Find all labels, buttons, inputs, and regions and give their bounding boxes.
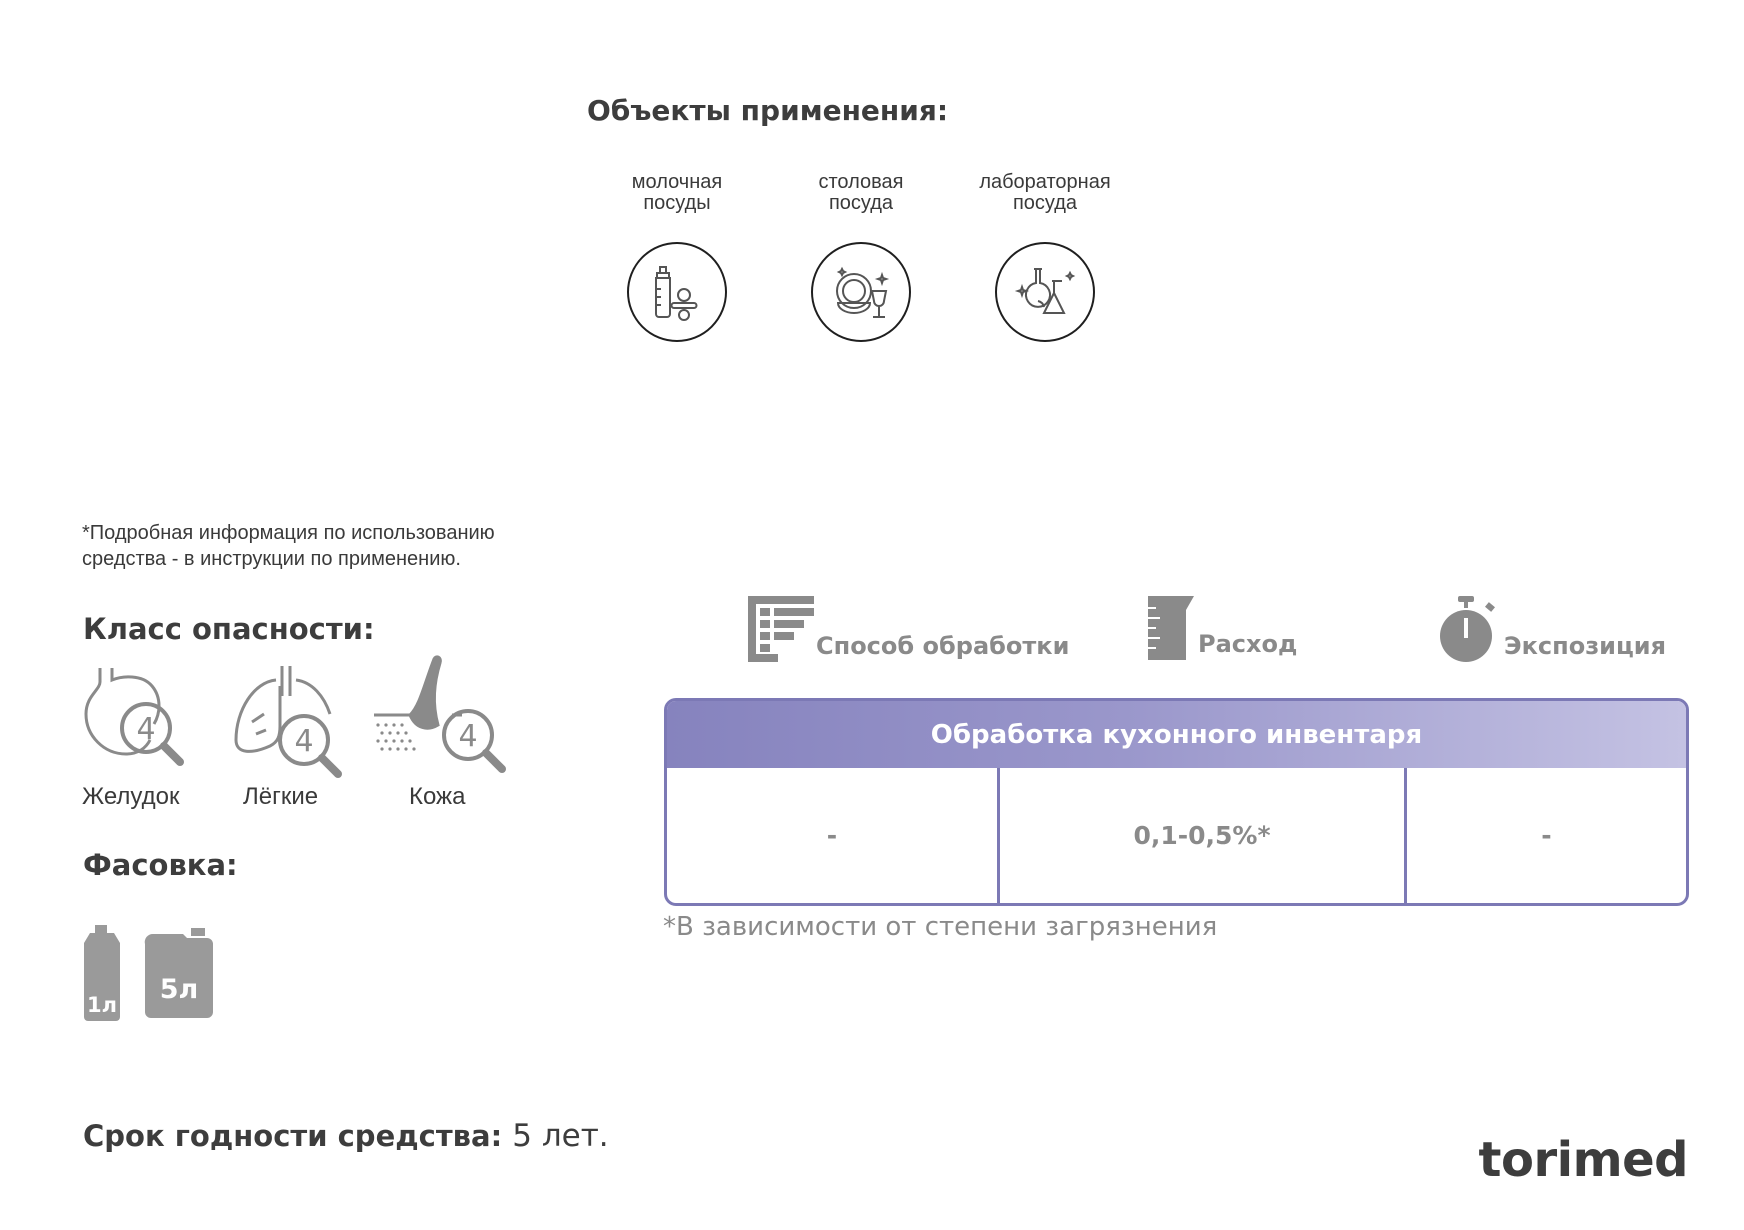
brand-logo: torimed: [1478, 1132, 1688, 1188]
baby-bottle-icon: [627, 242, 727, 342]
cell-method: -: [667, 768, 1000, 903]
svg-text:1л: 1л: [87, 993, 117, 1017]
table-header: Обработка кухонного инвентаря: [667, 701, 1686, 768]
column-label: Способ обработки: [816, 632, 1070, 660]
skin-icon: [372, 655, 512, 780]
hazard-label: Кожа: [409, 783, 466, 810]
tableware-icon: [811, 242, 911, 342]
svg-text:4: 4: [136, 712, 156, 747]
hazard-title: Класс опасности:: [83, 612, 375, 646]
table-footnote: *В зависимости от степени загрязнения: [663, 912, 1218, 942]
svg-text:5л: 5л: [159, 974, 199, 1005]
hazard-label: Желудок: [82, 783, 180, 810]
lungs-icon: [232, 662, 352, 782]
lab-flask-icon: [995, 242, 1095, 342]
column-method: [748, 596, 1069, 662]
object-milk-dishes: [582, 172, 772, 342]
hazard-label: Лёгкие: [243, 783, 319, 810]
object-label: молочная посуды: [631, 171, 723, 214]
column-exposure: [1440, 596, 1666, 662]
hazard-lungs: [232, 662, 352, 787]
usage-note: *Подробная информация по использованию средства - в инструкции по применению.: [82, 522, 495, 570]
column-label: Расход: [1198, 630, 1298, 658]
stopwatch-icon: [1440, 596, 1502, 662]
application-title: Объекты применения:: [587, 94, 949, 127]
hazard-skin: [372, 655, 512, 785]
cell-consumption: 0,1-0,5%*: [1000, 768, 1407, 903]
bottle-icon: [82, 925, 122, 1026]
stomach-icon: [82, 662, 192, 772]
column-label: Экспозиция: [1504, 632, 1666, 660]
shelf-life: [83, 1118, 609, 1154]
object-label: лабораторная посуда: [979, 171, 1111, 214]
shelf-life-label: Срок годности средства:: [83, 1119, 503, 1153]
shelf-life-value: 5 лет.: [512, 1118, 609, 1154]
packaging-title: Фасовка:: [83, 848, 238, 882]
object-lab-dishes: [950, 172, 1140, 342]
object-tableware: [766, 172, 956, 342]
column-consumption: [1148, 596, 1297, 660]
object-label: столовая посуда: [818, 171, 904, 214]
canister-icon: [143, 928, 215, 1025]
svg-text:4: 4: [294, 724, 314, 759]
consumption-icon: [1148, 596, 1196, 660]
hazard-stomach: [82, 662, 192, 777]
table-row: [667, 768, 1686, 903]
treatment-table: [664, 698, 1689, 906]
method-icon: [748, 596, 814, 662]
svg-text:4: 4: [458, 719, 478, 754]
cell-exposure: -: [1541, 821, 1552, 850]
